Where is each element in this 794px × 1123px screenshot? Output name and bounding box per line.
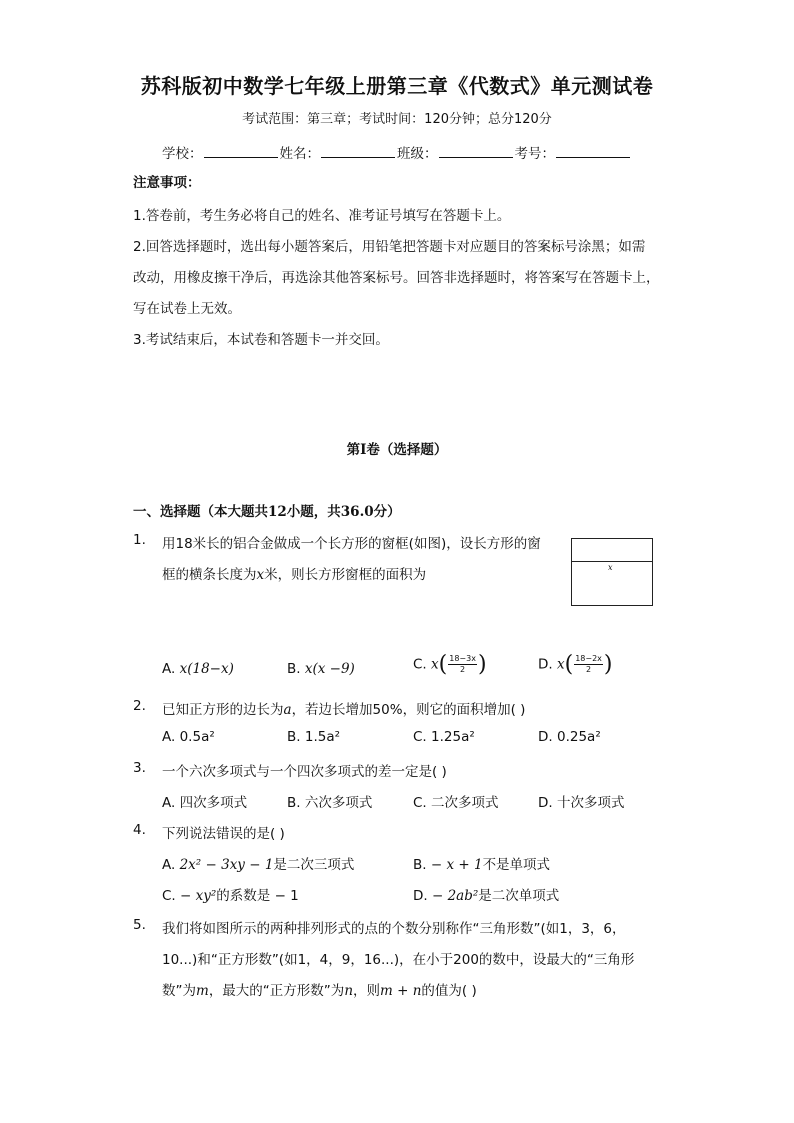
q3-text: 一个六次多项式与一个四次多项式的差一定是( ) [162, 764, 447, 780]
q2-option-d-letter: D. [538, 729, 553, 745]
q3-option-a-letter: A. [162, 795, 176, 811]
q1-option-c-denominator: 2 [460, 665, 466, 674]
q3-option-c-text: 二次多项式 [431, 795, 499, 811]
q5-line-3c: ，则 [353, 983, 381, 999]
q3-option-b-letter: B. [287, 795, 301, 811]
q4-option-d-text: 是二次单项式 [478, 888, 560, 904]
note-2-line-3: 写在试卷上无效。 [133, 301, 241, 317]
note-2-line-2: 改动，用橡皮擦干净后，再选涂其他答案标号。回答非选择题时，将答案写在答题卡上， [133, 270, 660, 286]
q1-option-d-denominator: 2 [586, 665, 592, 674]
q4-option-c-text: 的系数是 − 1 [216, 888, 299, 904]
q1-line-2b: 米，则长方形窗框的面积为 [264, 567, 427, 583]
q4-option-a-letter: A. [162, 857, 176, 873]
q1-option-d-lparen: ( [564, 652, 574, 677]
q2-option-c [413, 729, 475, 745]
q1-option-b-letter: B. [287, 661, 301, 677]
section-heading: 一、选择题（本大题共12小题，共36.0分） [133, 504, 401, 520]
q4-option-d-letter: D. [413, 888, 428, 904]
q5-line-3b: ，最大的“正方形数”为 [208, 983, 345, 999]
q4-number: 4. [133, 822, 146, 838]
note-2-line-1: 2.回答选择题时，选出每小题答案后，用铅笔把答题卡对应题目的答案标号涂黑；如需 [133, 239, 646, 255]
q2-option-b-letter: B. [287, 729, 301, 745]
q2-text-a: 已知正方形的边长为 [162, 702, 284, 718]
q1-option-d [538, 652, 613, 677]
q4-option-a [162, 853, 354, 873]
q2-option-c-text: 1.25a² [431, 729, 475, 745]
class-label: 班级： [397, 146, 438, 162]
q1-option-c-rparen: ) [477, 652, 487, 677]
q1-option-a-text: x(18−x) [179, 661, 234, 677]
q3-option-a [162, 791, 247, 811]
q2-option-d [538, 729, 601, 745]
q1-var: x [256, 567, 265, 583]
q5-var-m: m [196, 983, 209, 999]
window-crossbar [572, 561, 652, 562]
q1-option-b [287, 661, 355, 677]
q1-option-c-x: x [431, 656, 439, 673]
q1-option-d-rparen: ) [603, 652, 613, 677]
q4-option-a-text: 是二次三项式 [273, 857, 355, 873]
q5-line-3 [162, 979, 477, 999]
q2-option-b [287, 729, 340, 745]
number-label: 考号： [514, 146, 555, 162]
q4-text: 下列说法错误的是( ) [162, 826, 285, 842]
q1-line-1: 用18米长的铝合金做成一个长方形的窗框(如图)，设长方形的窗 [162, 536, 541, 552]
q4-option-d [413, 884, 559, 904]
number-blank [556, 145, 630, 158]
q3-option-d-text: 十次多项式 [556, 795, 625, 811]
window-figure-label: x [608, 563, 613, 572]
q1-option-d-fraction [574, 655, 603, 674]
q1-option-c [413, 652, 487, 677]
q5-var-n: n [344, 983, 354, 999]
q4-option-c-letter: C. [162, 888, 176, 904]
q1-option-d-letter: D. [538, 656, 553, 673]
q4-option-b-letter: B. [413, 857, 427, 873]
q4-option-d-math: − 2ab² [431, 888, 479, 904]
q1-line-2a: 框的横条长度为 [162, 567, 257, 583]
q5-expr: m + n [380, 983, 422, 999]
q1-option-b-text: x(x −9) [304, 661, 355, 677]
q3-option-a-text: 四次多项式 [179, 795, 248, 811]
q2-var: a [283, 702, 292, 718]
q5-line-1: 我们将如图所示的两种排列形式的点的个数分别称作“三角形数”(如1，3，6， [162, 921, 626, 937]
q2-option-a-letter: A. [162, 729, 176, 745]
q2-text [162, 698, 525, 718]
q2-text-b: ，若边长增加50%，则它的面积增加( ) [291, 702, 526, 718]
q2-option-a-text: 0.5a² [179, 729, 215, 745]
class-blank [439, 145, 513, 158]
q3-option-d [538, 791, 624, 811]
q5-line-3d: 的值为( ) [421, 983, 477, 999]
q4-option-b-text: 不是单项式 [482, 857, 551, 873]
note-3: 3.考试结束后，本试卷和答题卡一并交回。 [133, 332, 389, 348]
student-info-line [162, 142, 632, 162]
q1-option-a [162, 661, 234, 677]
q2-number: 2. [133, 698, 146, 714]
q3-option-b [287, 791, 372, 811]
q1-line-2 [162, 563, 426, 583]
part-heading: 第Ⅰ卷（选择题） [346, 442, 448, 458]
q3-option-d-letter: D. [538, 795, 553, 811]
q2-option-d-text: 0.25a² [556, 729, 601, 745]
q5-line-2: 10...)和“正方形数”(如1，4，9，16...)，在小于200的数中，设最大的“三角形 [162, 952, 635, 968]
q2-option-c-letter: C. [413, 729, 427, 745]
q4-option-c [162, 884, 299, 904]
school-label: 学校： [162, 146, 203, 162]
q3-number: 3. [133, 760, 146, 776]
q1-option-d-numerator: 18−2x [575, 654, 602, 663]
q4-option-b-math: − x + 1 [430, 857, 483, 873]
school-blank [204, 145, 278, 158]
q2-option-a [162, 729, 215, 745]
q3-option-c [413, 791, 499, 811]
window-frame-figure [571, 538, 653, 606]
q3-option-c-letter: C. [413, 795, 427, 811]
exam-title: 苏科版初中数学七年级上册第三章《代数式》单元测试卷 [140, 74, 654, 98]
q4-option-a-math: 2x² − 3xy − 1 [179, 857, 274, 873]
exam-subtitle: 考试范围：第三章；考试时间：120分钟；总分120分 [242, 112, 552, 127]
q1-number: 1. [133, 532, 146, 548]
note-1: 1.答卷前，考生务必将自己的姓名、准考证号填写在答题卡上。 [133, 208, 511, 224]
q5-line-3a: 数”为 [162, 983, 196, 999]
q1-option-c-letter: C. [413, 656, 427, 673]
name-blank [321, 145, 395, 158]
q1-option-c-lparen: ( [438, 652, 448, 677]
q3-option-b-text: 六次多项式 [304, 795, 373, 811]
q4-option-b [413, 853, 550, 873]
q1-option-d-x: x [556, 656, 565, 673]
q1-option-c-fraction [448, 655, 477, 674]
q4-option-c-math: − xy² [180, 888, 217, 904]
q5-number: 5. [133, 917, 146, 933]
name-label: 姓名： [279, 146, 320, 162]
q1-option-c-numerator: 18−3x [449, 654, 476, 663]
notes-heading: 注意事项： [133, 175, 201, 191]
q2-option-b-text: 1.5a² [304, 729, 341, 745]
q1-option-a-letter: A. [162, 661, 176, 677]
